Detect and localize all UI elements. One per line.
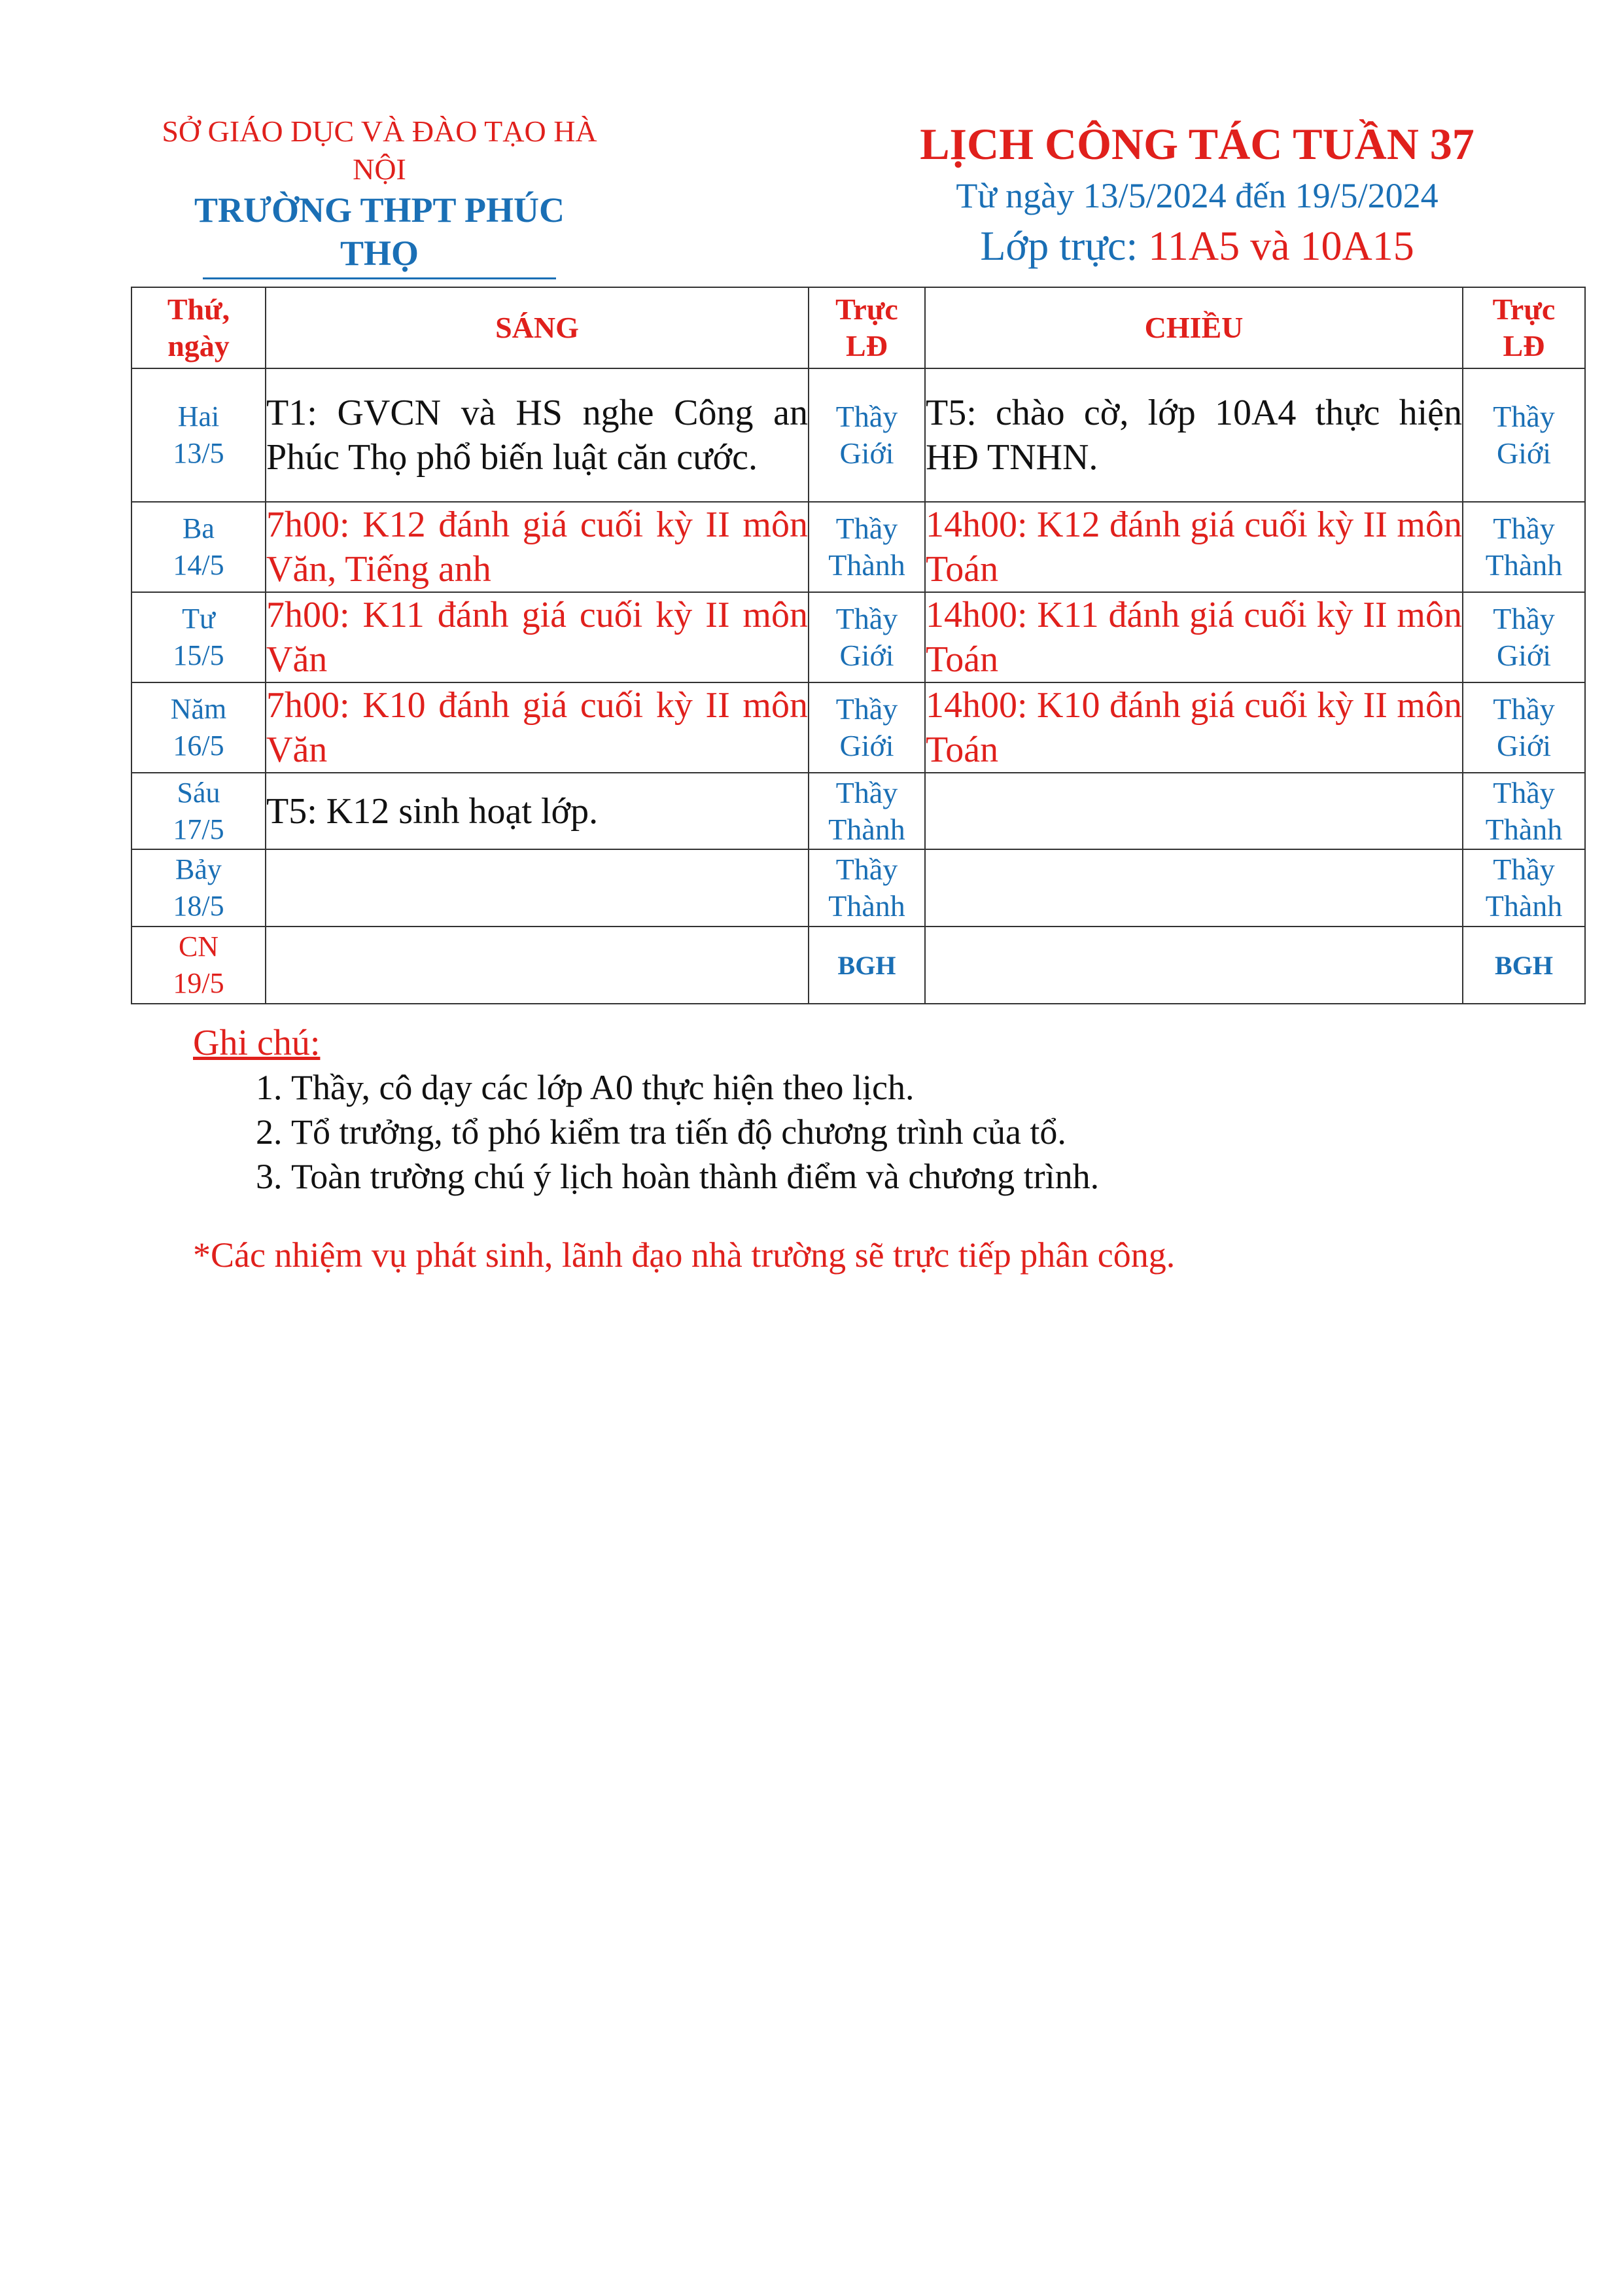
day-cell: Năm 16/5 — [131, 682, 266, 773]
afternoon-cell — [925, 849, 1463, 927]
duty-afternoon-cell: Thầy Thành — [1463, 849, 1585, 927]
table-row — [131, 592, 1585, 682]
day-cell: Ba 14/5 — [131, 502, 266, 592]
morning-cell — [266, 927, 809, 1004]
note-item: 3. Toàn trường chú ý lịch hoàn thành điểm và chương trình. — [291, 1154, 1501, 1199]
duty-morning-cell: Thầy Thành — [809, 773, 925, 849]
day-cell: Bảy 18/5 — [131, 849, 266, 927]
afternoon-cell — [925, 927, 1463, 1004]
department-name: SỞ GIÁO DỤC VÀ ĐÀO TẠO HÀ NỘI — [162, 115, 597, 186]
afternoon-cell — [925, 773, 1463, 849]
morning-cell: T5: K12 sinh hoạt lớp. — [266, 773, 809, 849]
duty-class — [850, 220, 1544, 272]
school-underline — [203, 277, 556, 279]
morning-cell: 7h00: K10 đánh giá cuối kỳ II môn Văn — [266, 682, 809, 773]
duty-morning-cell: Thầy Giới — [809, 592, 925, 682]
duty-afternoon-cell: Thầy Giới — [1463, 682, 1585, 773]
header-duty-afternoon: Trực LĐ — [1463, 287, 1585, 368]
table-row — [131, 849, 1585, 927]
afternoon-cell: T5: chào cờ, lớp 10A4 thực hiện HĐ TNHN. — [925, 368, 1463, 502]
duty-morning-cell: Thầy Giới — [809, 368, 925, 502]
table-row — [131, 368, 1585, 502]
day-cell: Sáu 17/5 — [131, 773, 266, 849]
table-row — [131, 502, 1585, 592]
day-cell: Hai 13/5 — [131, 368, 266, 502]
duty-afternoon-cell: Thầy Giới — [1463, 592, 1585, 682]
table-row — [131, 682, 1585, 773]
morning-cell: 7h00: K11 đánh giá cuối kỳ II môn Văn — [266, 592, 809, 682]
page-title: LỊCH CÔNG TÁC TUẦN 37 — [920, 119, 1475, 169]
schedule-table — [131, 287, 1586, 1004]
header-day: Thứ, ngày — [131, 287, 266, 368]
duty-afternoon-cell: BGH — [1463, 927, 1585, 1004]
notes-title: Ghi chú: — [193, 1023, 321, 1063]
morning-cell: 7h00: K12 đánh giá cuối kỳ II môn Văn, Tiếng anh — [266, 502, 809, 592]
table-header-row — [131, 287, 1585, 368]
duty-afternoon-cell: Thầy Thành — [1463, 502, 1585, 592]
duty-morning-cell: Thầy Thành — [809, 502, 925, 592]
duty-class-label: Lớp trực: — [980, 222, 1138, 269]
table-row — [131, 927, 1585, 1004]
school-name: TRƯỜNG THPT PHÚC THỌ — [194, 190, 565, 273]
day-cell: CN 19/5 — [131, 927, 266, 1004]
notes-list — [193, 1065, 1501, 1199]
duty-morning-cell: Thầy Giới — [809, 682, 925, 773]
note-item: 2. Tổ trưởng, tổ phó kiểm tra tiến độ chương trình của tổ. — [291, 1110, 1501, 1154]
duty-afternoon-cell: Thầy Giới — [1463, 368, 1585, 502]
morning-cell — [266, 849, 809, 927]
header-right — [850, 116, 1544, 272]
header-morning: SÁNG — [266, 287, 809, 368]
notes-section — [193, 1021, 1501, 1199]
header-left — [157, 113, 602, 279]
afternoon-cell: 14h00: K12 đánh giá cuối kỳ II môn Toán — [925, 502, 1463, 592]
duty-afternoon-cell: Thầy Thành — [1463, 773, 1585, 849]
afternoon-cell: 14h00: K11 đánh giá cuối kỳ II môn Toán — [925, 592, 1463, 682]
afternoon-cell: 14h00: K10 đánh giá cuối kỳ II môn Toán — [925, 682, 1463, 773]
morning-cell: T1: GVCN và HS nghe Công an Phúc Thọ phổ biến luật căn cước. — [266, 368, 809, 502]
day-cell: Tư 15/5 — [131, 592, 266, 682]
duty-morning-cell: BGH — [809, 927, 925, 1004]
table-row — [131, 773, 1585, 849]
note-item: 1. Thầy, cô dạy các lớp A0 thực hiện theo lịch. — [291, 1065, 1501, 1110]
date-range: Từ ngày 13/5/2024 đến 19/5/2024 — [956, 176, 1439, 215]
header-duty-morning: Trực LĐ — [809, 287, 925, 368]
duty-class-value: 11A5 và 10A15 — [1148, 222, 1414, 269]
footer-note: *Các nhiệm vụ phát sinh, lãnh đạo nhà trường sẽ trực tiếp phân công. — [193, 1235, 1176, 1275]
header-afternoon: CHIỀU — [925, 287, 1463, 368]
duty-morning-cell: Thầy Thành — [809, 849, 925, 927]
